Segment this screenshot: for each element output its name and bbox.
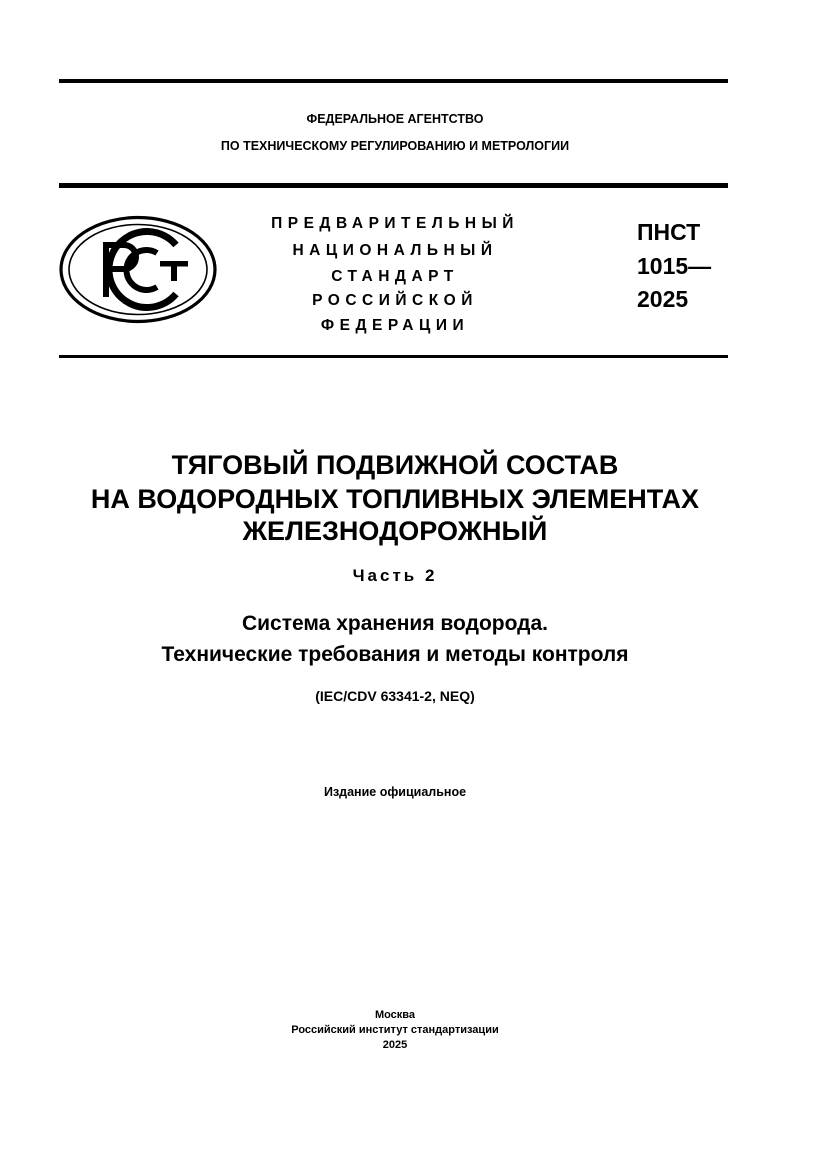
document-part: Часть 2 [352,566,438,585]
agency-line-1: ФЕДЕРАЛЬНОЕ АГЕНТСТВО [306,112,484,126]
document-subtitle-line-1: Система хранения водорода. [241,612,548,635]
top-rule [59,79,728,83]
standard-reference: (IEC/CDV 63341-2, NEQ) [315,688,475,704]
document-title-line-3: ЖЕЛЕЗНОДОРОЖНЫЙ [242,516,548,546]
standard-type-line-2: НАЦИОНАЛЬНЫЙ [292,242,498,259]
standard-code-line-2: 1015— [637,253,712,279]
edition-label: Издание официальное [323,785,467,799]
gost-logo-icon [58,215,218,324]
document-title-line-1: ТЯГОВЫЙ ПОДВИЖНОЙ СОСТАВ [171,450,619,480]
header-rule [59,183,728,188]
document-title-line-2: НА ВОДОРОДНЫХ ТОПЛИВНЫХ ЭЛЕМЕНТАХ [90,484,700,514]
standard-block-rule [59,355,728,358]
standard-type-line-5: ФЕДЕРАЦИИ [320,317,470,334]
standard-code-line-3: 2025 [637,286,689,312]
imprint-city: Москва [374,1009,416,1021]
document-subtitle-line-2: Технические требования и методы контроля [161,643,629,666]
standard-code-line-1: ПНСТ [637,219,701,245]
standard-type-line-4: РОССИЙСКОЙ [312,292,478,309]
imprint-publisher: Российский институт стандартизации [291,1024,499,1036]
agency-line-2: ПО ТЕХНИЧЕСКОМУ РЕГУЛИРОВАНИЮ И МЕТРОЛОГИИ [220,139,570,153]
imprint-year: 2025 [382,1039,408,1051]
standard-type-line-1: ПРЕДВАРИТЕЛЬНЫЙ [271,215,519,232]
standard-type-line-3: СТАНДАРТ [331,268,459,285]
